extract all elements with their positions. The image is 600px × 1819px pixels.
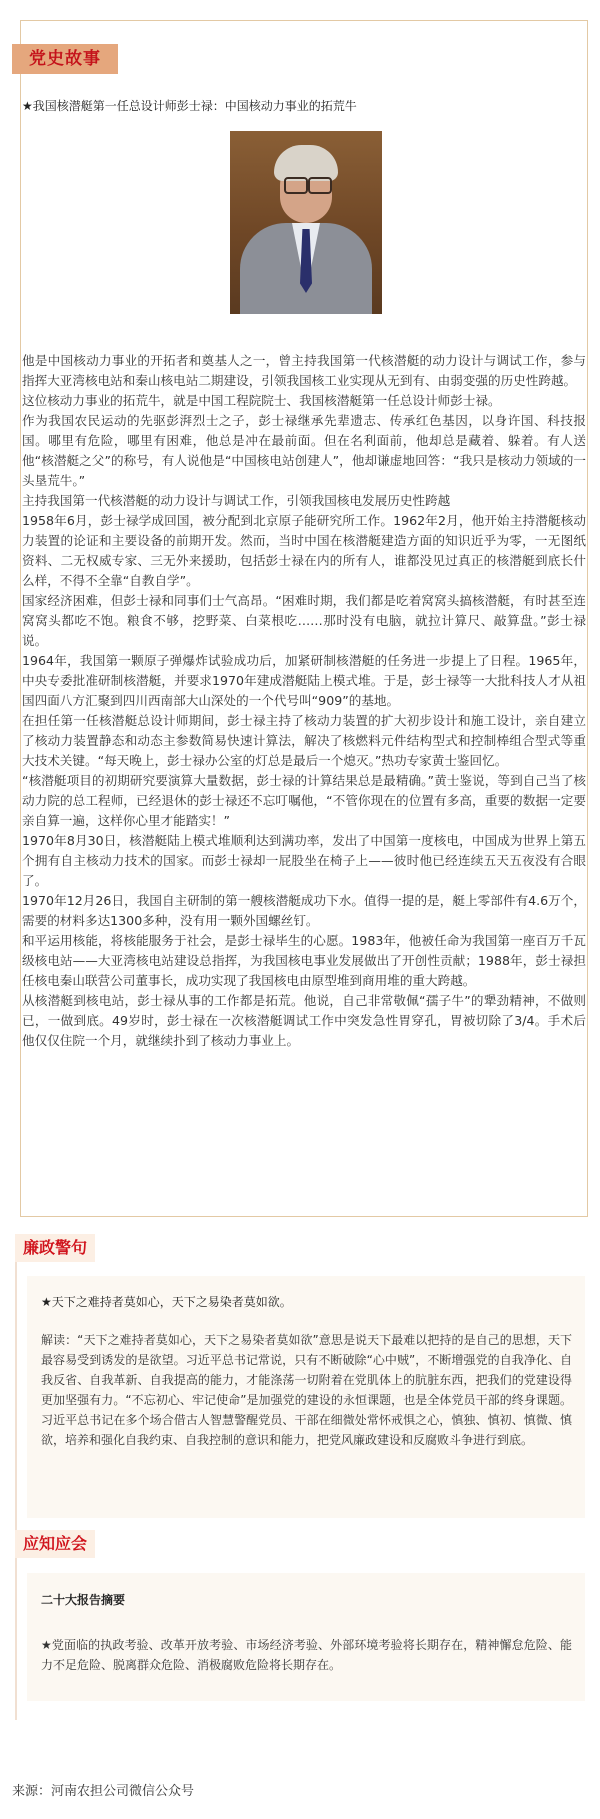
knowledge-side-line <box>15 1530 17 1720</box>
knowledge-card <box>27 1573 585 1701</box>
source-note: 来源：河南农担公司微信公众号 <box>12 1784 195 1799</box>
paragraph: 1964年，我国第一颗原子弹爆炸试验成功后，加紧研制核潜艇的任务进一步提上了日程。1965年，中央专委批准研制核潜艇，并要求1970年建成潜艇陆上模式堆。于是，彭士禄等一大批科技人才从祖国四面八方汇聚到四川西南部大山深处的一个代号叫“909”的基地。 <box>22 653 586 708</box>
integrity-quote: ★天下之难持者莫如心，天下之易染者莫如欲。 <box>41 1295 292 1309</box>
integrity-explanation: 解读：“天下之难持者莫如心，天下之易染者莫如欲”意思是说天下最难以把持的是自己的思想，天下最容易受到诱发的是欲望。习近平总书记常说，只有不断破除“心中贼”，不断增强党的自我净化、自我反省、自我革新、自我提高的能力，才能涤荡一切附着在党肌体上的肮脏东西，把我们的党建设得更加坚强有力。“不忘初心、牢记使命”是加强党的建设的永恒课题，也是全体党员干部的终身课题。习近平总书记在多个场合借古人智慧警醒党员、干部在细微处常怀戒惧之心，慎独、慎初、慎微、慎欲，培养和强化自我约束、自我控制的意识和能力，把党风廉政建设和反腐败斗争进行到底。 <box>41 1333 572 1447</box>
integrity-side-line <box>15 1234 17 1536</box>
paragraph: 主持我国第一代核潜艇的动力设计与调试工作，引领我国核电发展历史性跨越 <box>22 493 451 508</box>
paragraph: 在担任第一任核潜艇总设计师期间，彭士禄主持了核动力装置的扩大初步设计和施工设计，亲自建立了核动力装置静态和动态主参数简易快速计算法，解决了核燃料元件结构型式和控制棒组合型式等重大技术关键。“每天晚上，彭士禄办公室的灯总是最后一个熄灭。”热功专家黄士鉴回忆。 <box>22 713 586 768</box>
integrity-card <box>27 1276 585 1518</box>
party-history-lead: ★我国核潜艇第一任总设计师彭士禄：中国核动力事业的拓荒牛 <box>22 99 357 113</box>
paragraph: 从核潜艇到核电站，彭士禄从事的工作都是拓荒。他说，自己非常敬佩“孺子牛”的犟劲精神，不做则已，一做到底。49岁时，彭士禄在一次核潜艇调试工作中突发急性胃穿孔，胃被切除了3/4。手术后他仅仅住院一个月，就继续扑到了核动力事业上。 <box>22 993 586 1048</box>
knowledge-body: ★党面临的执政考验、改革开放考验、市场经济考验、外部环境考验将长期存在，精神懈怠危险、能力不足危险、脱离群众危险、消极腐败危险将长期存在。 <box>41 1638 572 1672</box>
knowledge-title: 二十大报告摘要 <box>41 1593 126 1607</box>
party-history-body <box>22 351 586 1051</box>
paragraph: 1970年12月26日，我国自主研制的第一艘核潜艇成功下水。值得一提的是，艇上零部件有4.6万个，需要的材料多达1300多种，没有用一颗外国螺丝钉。 <box>22 893 586 928</box>
portrait-photo <box>230 131 382 314</box>
paragraph: 他是中国核动力事业的开拓者和奠基人之一，曾主持我国第一代核潜艇的动力设计与调试工作，参与指挥大亚湾核电站和秦山核电站二期建设，引领我国核工业实现从无到有、由弱变强的历史性跨越。 <box>22 353 586 388</box>
paragraph: 1970年8月30日，核潜艇陆上模式堆顺利达到满功率，发出了中国第一度核电，中国成为世界上第五个拥有自主核动力技术的国家。而彭士禄却一屁股坐在椅子上——彼时他已经连续五天五夜没有合眼了。 <box>22 833 586 888</box>
integrity-tag: 廉政警句 <box>15 1234 95 1262</box>
paragraph: 作为我国农民运动的先驱彭湃烈士之子，彭士禄继承先辈遗志、传承红色基因，以身许国、科技报国。哪里有危险，哪里有困难，他总是冲在最前面。但在名利面前，他却总是藏着、躲着。有人送他“核潜艇之父”的称号，有人说他是“中国核电站创建人”，他却谦虚地回答：“我只是核动力领域的一头垦荒牛。” <box>22 413 586 488</box>
knowledge-tag: 应知应会 <box>15 1530 95 1558</box>
party-history-tag: 党史故事 <box>12 44 118 74</box>
paragraph: 这位核动力事业的拓荒牛，就是中国工程院院士、我国核潜艇第一任总设计师彭士禄。 <box>22 393 501 408</box>
paragraph: “核潜艇项目的初期研究要演算大量数据，彭士禄的计算结果总是最精确。”黄士鉴说，等到自己当了核动力院的总工程师，已经退休的彭士禄还不忘叮嘱他，“不管你现在的位置有多高，重要的数据一定要亲自算一遍，这样你心里才能踏实！” <box>22 773 586 828</box>
paragraph: 国家经济困难，但彭士禄和同事们士气高昂。“困难时期，我们都是吃着窝窝头搞核潜艇，有时甚至连窝窝头都吃不饱。粮食不够，挖野菜、白菜根吃……那时没有电脑，就拉计算尺、敲算盘。”彭士禄说。 <box>22 593 586 648</box>
paragraph: 1958年6月，彭士禄学成回国，被分配到北京原子能研究所工作。1962年2月，他开始主持潜艇核动力装置的论证和主要设备的前期开发。然而，当时中国在核潜艇建造方面的知识近乎为零，一无图纸资料、二无权威专家、三无外来援助，包括彭士禄在内的所有人，谁都没见过真正的核潜艇到底长什么样，不得不全靠“自教自学”。 <box>22 513 586 588</box>
paragraph: 和平运用核能，将核能服务于社会，是彭士禄毕生的心愿。1983年，他被任命为我国第一座百万千瓦级核电站——大亚湾核电站建设总指挥，为我国核电事业发展做出了开创性贡献；1988年，彭士禄担任核电秦山联营公司董事长，成功实现了我国核电由原型堆到商用堆的重大跨越。 <box>22 933 586 988</box>
